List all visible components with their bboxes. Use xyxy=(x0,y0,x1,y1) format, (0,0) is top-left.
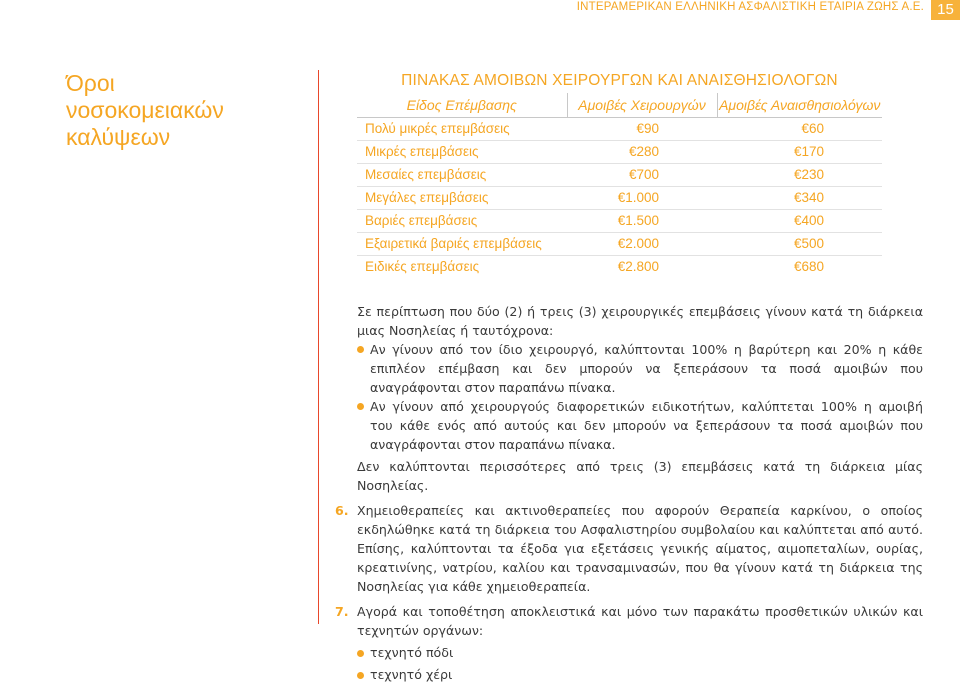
cell-type: Εξαιρετικά βαριές επεμβάσεις xyxy=(357,232,567,255)
numbered-item-7 xyxy=(335,602,923,686)
cell-surgeon-fee: €90 xyxy=(567,117,717,140)
cell-type: Βαριές επεμβάσεις xyxy=(357,209,567,232)
column-header-anaesthetist: Αμοιβές Αναισθησιολόγων xyxy=(717,93,882,117)
cell-surgeon-fee: €700 xyxy=(567,163,717,186)
fee-table-caption: ΠΙΝΑΚΑΣ ΑΜΟΙΒΩΝ ΧΕΙΡΟΥΡΓΩΝ ΚΑΙ ΑΝΑΙΣΘΗΣΙΟΛΟΓΩΝ xyxy=(401,72,838,89)
table-row xyxy=(357,209,882,232)
cell-anaesthetist-fee: €680 xyxy=(793,259,824,275)
list-item xyxy=(357,642,923,664)
table-row xyxy=(357,232,882,255)
bullet-dot-icon xyxy=(357,346,364,353)
fee-table xyxy=(357,69,882,278)
cell-anaesthetist-fee: €500 xyxy=(717,232,882,255)
table-row xyxy=(357,117,882,140)
cell-anaesthetist-fee: €230 xyxy=(717,163,882,186)
list-item xyxy=(357,664,923,686)
cell-anaesthetist-fee: €340 xyxy=(717,186,882,209)
multi-surgery-list xyxy=(357,340,923,454)
item-text: Χημειοθεραπείες και ακτινοθεραπείες που αφορούν Θεραπεία καρκίνου, ο οποίος εκδηλώθηκε κατά τη διάρκεια του Ασφαλιστηρίου συμβολαίου και καλύπτεται από αυτό. Επίσης, καλύπτονται τα έξοδα για εξετάσεις γενικής αίματος, αιμοπεταλίων, ουρίας, κρεατινίνης, νατρίου, καλίου και τρανσαμινασών, που θα γίνουν κατά τη διάρκεια της Νοσηλείας για κάθε χημειοθεραπεία. xyxy=(357,503,923,594)
section-title-line-2: νοσοκομειακών xyxy=(66,97,224,123)
section-title-line-1: Όροι xyxy=(66,70,115,96)
company-header: ΙΝΤΕΡΑΜΕΡΙΚΑΝ ΕΛΛΗΝΙΚΗ ΑΣΦΑΛΙΣΤΙΚΗ ΕΤΑΙΡΙΑ ΖΩΗΣ Α.Ε. xyxy=(576,1,924,13)
bullet-dot-icon xyxy=(357,403,364,410)
cell-surgeon-fee: €2.800 xyxy=(617,259,659,275)
bullet-dot-icon xyxy=(357,650,364,657)
cell-type: Ειδικές επεμβάσεις xyxy=(365,259,480,275)
cell-type: Μεσαίες επεμβάσεις xyxy=(357,163,567,186)
list-item-text: Αν γίνουν από τον ίδιο χειρουργό, καλύπτονται 100% η βαρύτερη και 20% η κάθε επιπλέον επέμβαση και δεν μπορούν να ξεπεράσουν τα ποσά αμοιβών που αναγράφονται στον παραπάνω πίνακα. xyxy=(370,342,923,395)
item-number: 6. xyxy=(335,503,349,518)
cell-surgeon-fee: €2.000 xyxy=(567,232,717,255)
table-row xyxy=(357,163,882,186)
list-item-text: τεχνητό πόδι xyxy=(370,645,454,660)
list-item-text: Αν γίνουν από χειρουργούς διαφορετικών ειδικοτήτων, καλύπτεται 100% η αμοιβή του κάθε ενός από αυτούς και δεν μπορούν να ξεπεράσουν τα ποσά αμοιβών που αναγράφονται στον παραπάνω πίνακα. xyxy=(370,399,923,452)
table-row xyxy=(357,186,882,209)
cell-anaesthetist-fee: €60 xyxy=(717,117,882,140)
column-header-type: Είδος Επέμβασης xyxy=(357,93,567,117)
numbered-item-6 xyxy=(335,501,923,596)
item-number: 7. xyxy=(335,604,349,619)
item-text: Αγορά και τοποθέτηση αποκλειστικά και μόνο των παρακάτω προσθετικών υλικών και τεχνητών οργάνων: xyxy=(357,604,923,638)
section-title-line-3: καλύψεων xyxy=(66,124,171,150)
cell-type: Μεγάλες επεμβάσεις xyxy=(357,186,567,209)
fee-table-caption-row xyxy=(357,69,882,93)
body-text xyxy=(335,302,923,686)
limit-note: Δεν καλύπτονται περισσότερες από τρεις (3) επεμβάσεις κατά τη διάρκεια μίας Νοσηλείας. xyxy=(357,459,923,493)
cell-anaesthetist-fee: €400 xyxy=(717,209,882,232)
list-item-text: τεχνητό χέρι xyxy=(370,667,453,682)
cell-surgeon-fee: €1.000 xyxy=(567,186,717,209)
page-number: 15 xyxy=(931,0,960,20)
list-item xyxy=(357,340,923,397)
cell-type: Πολύ μικρές επεμβάσεις xyxy=(357,117,567,140)
cell-surgeon-fee: €1.500 xyxy=(567,209,717,232)
intro-paragraph: Σε περίπτωση που δύο (2) ή τρεις (3) χειρουργικές επεμβάσεις γίνουν κατά τη διάρκεια μιας Νοσηλείας ή ταυτόχρονα: xyxy=(357,304,923,338)
cell-surgeon-fee: €280 xyxy=(567,140,717,163)
divider-line xyxy=(318,70,319,624)
column-header-surgeon: Αμοιβές Χειρουργών xyxy=(567,93,717,117)
section-title xyxy=(66,70,286,151)
fee-table-header-row xyxy=(357,93,882,117)
bullet-dot-icon xyxy=(357,672,364,679)
table-row xyxy=(357,140,882,163)
prosthetics-list xyxy=(357,642,923,686)
cell-anaesthetist-fee: €170 xyxy=(717,140,882,163)
table-row xyxy=(357,255,882,278)
cell-type: Μικρές επεμβάσεις xyxy=(357,140,567,163)
list-item xyxy=(357,397,923,454)
